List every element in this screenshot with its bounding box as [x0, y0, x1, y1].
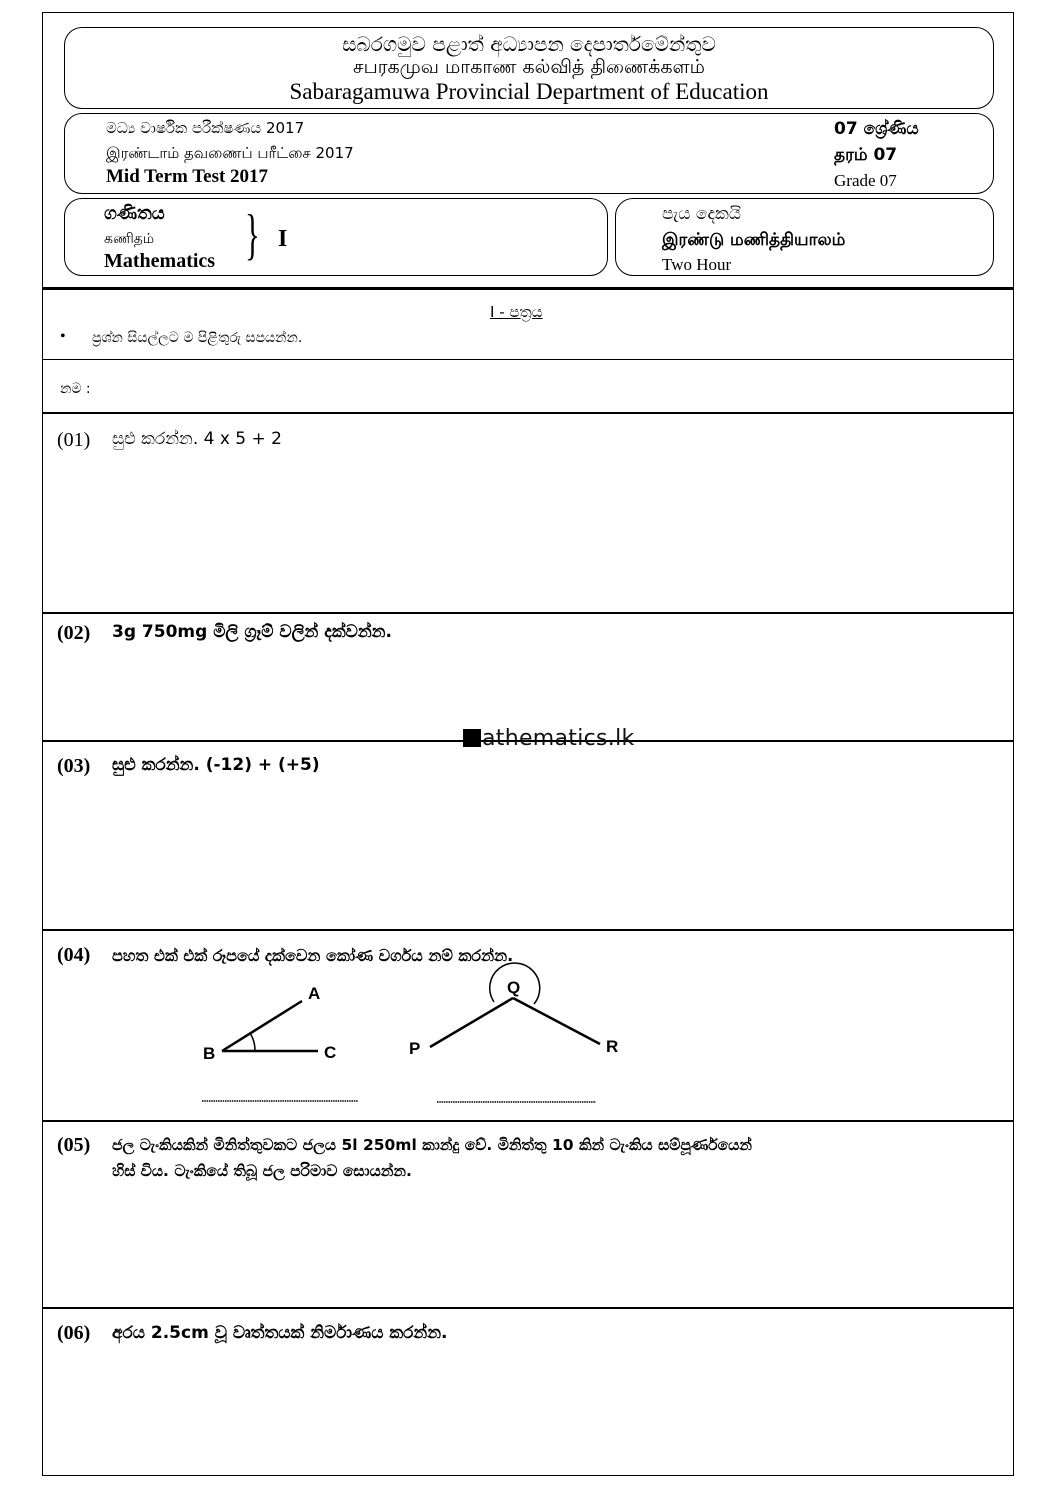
grade-english: Grade 07 [834, 171, 897, 190]
ray-qr [513, 998, 600, 1044]
paper-title: I - පත්‍රය [490, 303, 543, 321]
subject-tamil: கணிதம் [104, 231, 155, 247]
question-text-line1: ජල ටැංකියකින් මිනිත්තුවකට ජලය 5l 250ml කාන්දු වේ. මිනිත්තු 10 කින් ටැංකිය සම්පූර්ණයෙන් [112, 1136, 752, 1154]
duration-english: Two Hour [662, 255, 732, 274]
label-b: B [203, 1044, 216, 1063]
instruction-bullet: • [60, 328, 66, 345]
exam-name-english: Mid Term Test 2017 [106, 166, 269, 187]
question-number: (04) [57, 944, 91, 966]
question-number: (02) [57, 622, 91, 644]
department-sinhala: සබරගමුව පළාත් අධ්‍යාපන දෙපාර්තමේන්තුව [342, 32, 716, 56]
subject-brace: } [245, 204, 260, 266]
question-number: (05) [57, 1134, 91, 1156]
label-r: R [606, 1037, 619, 1056]
angle-figures [0, 960, 1058, 1120]
grade-sinhala: 07 ශ්‍රේණිය [834, 119, 919, 139]
duration-tamil: இரண்டு மணித்தியாலம் [662, 230, 846, 250]
divider [42, 1120, 1014, 1122]
reflex-angle-figure [430, 963, 600, 1047]
question-number: (03) [57, 755, 91, 777]
divider [42, 412, 1014, 414]
angle-arc-b [250, 1033, 255, 1051]
subject-english: Mathematics [104, 250, 216, 272]
label-a: A [308, 984, 321, 1003]
exam-name-sinhala: මධ්‍ය වාර්ෂික පරීක්ෂණය 2017 [106, 119, 305, 137]
watermark-text: athematics.lk [482, 726, 635, 751]
label-c: C [324, 1043, 337, 1062]
question-text: පහත එක් එක් රූපයේ දක්වෙන කෝණ වර්ගය නම් කරන්න. [112, 946, 514, 965]
name-label: නම : [60, 381, 91, 397]
department-english: Sabaragamuwa Provincial Department of Education [289, 79, 769, 104]
acute-angle-figure [222, 1001, 318, 1051]
duration-sinhala: පැය දෙකයි [662, 204, 742, 224]
instruction-text: ප්‍රශ්න සියල්ලට ම පිළිතුරු සපයන්න. [92, 330, 303, 346]
watermark [463, 726, 635, 751]
question-number: (06) [57, 1322, 91, 1344]
department-tamil: சபரகமுவ மாகாண கல்வித் திணைக்களம் [353, 56, 705, 78]
header-divider [42, 287, 1014, 290]
grade-tamil: தரம் 07 [834, 145, 898, 165]
question-text: 3g 750mg මිලි ග්‍රෑම් වලින් දක්වන්න. [112, 622, 392, 642]
question-text: සුළු කරන්න. 4 x 5 + 2 [112, 429, 282, 449]
divider [42, 359, 1014, 360]
question-text: අරය 2.5cm වූ වෘත්තයක් නිර්මාණය කරන්න. [112, 1323, 448, 1343]
subject-sinhala: ගණිතය [104, 203, 165, 224]
label-q: Q [507, 978, 521, 997]
label-p: P [409, 1039, 421, 1058]
ray-ba [222, 1001, 302, 1051]
divider [42, 929, 1014, 931]
exam-name-tamil: இரண்டாம் தவணைப் பரீட்சை 2017 [106, 144, 354, 162]
paper-number: I [278, 226, 288, 252]
question-text: සුළු කරන්න. (-12) + (+5) [112, 755, 320, 775]
question-text-line2: හිස් විය. ටැංකියේ තිබූ ජල පරිමාව සොයන්න. [112, 1162, 412, 1180]
question-number: (01) [57, 429, 91, 451]
watermark-logo-icon [463, 729, 481, 747]
ray-qp [430, 998, 513, 1047]
divider [42, 1307, 1014, 1309]
divider [42, 612, 1014, 614]
